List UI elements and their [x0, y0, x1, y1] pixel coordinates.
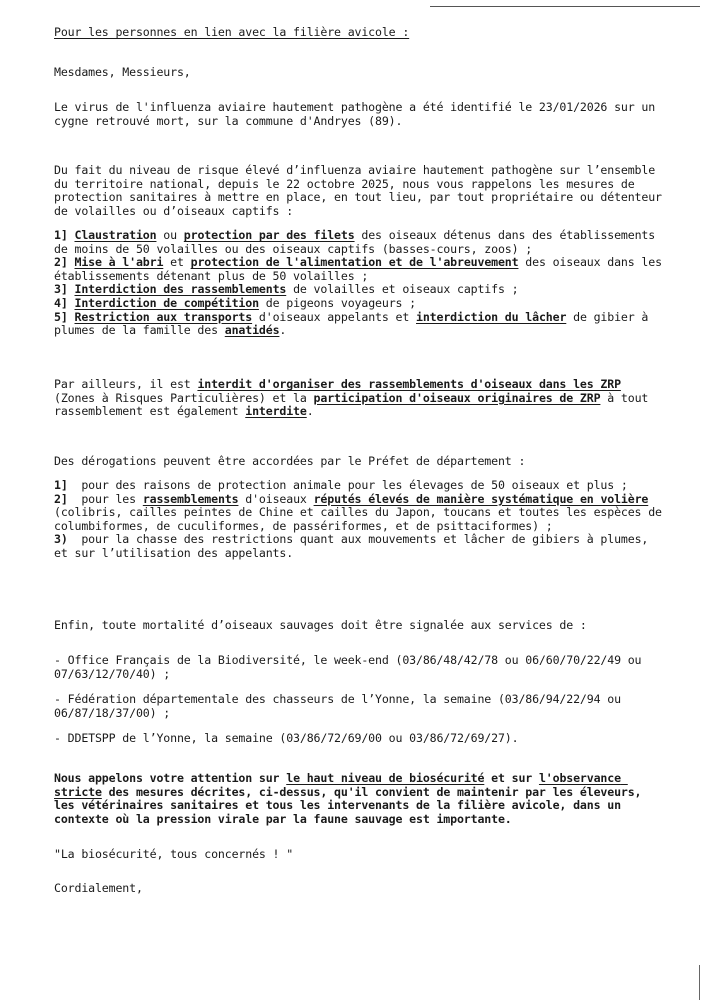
audience-header: Pour les personnes en lien avec la filière avicole :	[54, 25, 410, 39]
salutation: Mesdames, Messieurs,	[54, 65, 191, 79]
derogation-item	[54, 491, 669, 534]
measure-item-segment: Claustration	[74, 228, 157, 242]
measure-item	[54, 311, 664, 338]
measure-item-segment: et	[163, 255, 191, 270]
derogation-item-number: 2]	[54, 491, 75, 506]
measure-item-segment: de pigeons voyageurs ;	[258, 295, 417, 310]
derogation-item-number: 3)	[54, 532, 75, 547]
edge-rule	[699, 965, 700, 1000]
attention-segment: et sur	[484, 771, 539, 785]
derogation-item-number: 1]	[54, 478, 75, 492]
measure-item-segment: des oiseaux détenus dans des établissements de moins de 50 volailles ou des oiseaux captifs (basses-cours, zoos) ;	[54, 228, 662, 256]
measure-item-segment: Mise à l'abri	[74, 255, 164, 270]
measure-item-segment: d'oiseaux appelants et	[252, 309, 417, 324]
measure-item-segment: Interdiction des rassemblements	[74, 282, 287, 297]
measure-item-segment: protection par des filets	[183, 228, 355, 242]
closing: Cordialement,	[54, 881, 143, 895]
slogan: "La biosécurité, tous concernés ! "	[54, 847, 294, 861]
zrp-segment: interdit d'organiser des rassemblements d'oiseaux dans les ZRP	[197, 377, 621, 391]
zrp-segment: Par ailleurs, il est	[54, 377, 198, 391]
measure-item-segment: interdiction du lâcher	[416, 309, 567, 324]
risk-paragraph: Du fait du niveau de risque élevé d’influenza aviaire hautement pathogène sur l’ensemble du territoire national, depuis le 22 octobre 2025, nous vous rappelons les mesures de protection sanitaires à mettre en place, en tout lieu, par tout propriétaire ou détenteur de volailles ou d’oiseaux captifs :	[54, 163, 669, 218]
zrp-segment: interdite	[245, 404, 307, 419]
attention-segment: des mesures décrites, ci-dessus, qu'il convient de maintenir par les éleveurs, les vétérinaires sanitaires et tous les intervenants de la filière avicole, dans un contexte où la pression virale par la faune sauvage est importante.	[54, 784, 649, 826]
mortality-intro: Enfin, toute mortalité d’oiseaux sauvages doit être signalée aux services de :	[54, 618, 587, 632]
zrp-segment: à tout rassemblement est également	[54, 390, 656, 419]
measure-item-segment: .	[279, 323, 287, 338]
derogation-item-segment: pour la chasse des restrictions quant aux mouvements et lâcher de gibiers à plumes, et sur l’utilisation des appelants.	[54, 532, 656, 560]
measure-item-number: 5]	[54, 309, 75, 324]
measures-list	[54, 228, 669, 338]
attention-segment: Nous appelons votre attention sur	[54, 771, 287, 785]
measure-item-segment: de gibier à plumes de la famille des	[54, 309, 656, 338]
measure-item-number: 3]	[54, 282, 75, 297]
derogation-item-segment: pour des raisons de protection animale pour les élevages de 50 oiseaux et plus ;	[74, 478, 628, 492]
measure-item-segment: Restriction aux transports	[74, 309, 253, 324]
measure-item-segment: anatidés	[224, 323, 280, 338]
derogation-item-segment: rassemblements	[142, 491, 239, 506]
attention-segment: l'observance stricte	[54, 771, 628, 799]
measure-item-number: 2]	[54, 255, 75, 270]
zrp-segment: .	[306, 404, 314, 419]
top-rule	[430, 6, 700, 7]
measure-item	[54, 283, 664, 297]
attention-paragraph	[54, 772, 664, 826]
derogation-item	[54, 479, 664, 493]
derogation-item-segment: pour les	[74, 491, 143, 506]
derogations-intro: Des dérogations peuvent être accordées par le Préfet de département :	[54, 454, 526, 468]
contact-item: - DDETSPP de l’Yonne, la semaine (03/86/72/69/00 ou 03/86/72/69/27).	[54, 731, 519, 746]
contact-item: - Fédération départementale des chasseurs de l’Yonne, la semaine (03/86/94/22/94 ou 06/87/18/37/00) ;	[54, 692, 628, 720]
derogation-item	[54, 533, 664, 560]
derogation-item-segment: réputés élevés de manière systématique en volière	[313, 491, 649, 506]
measure-item	[54, 255, 669, 283]
measure-item-number: 4]	[54, 295, 75, 310]
intro-paragraph: Le virus de l'influenza aviaire hautement pathogène a été identifié le 23/01/2026 sur un cygne retrouvé mort, sur la commune d'Andryes (89).	[54, 100, 662, 128]
measure-item-segment: Interdiction de compétition	[74, 295, 259, 310]
measure-item-number: 1]	[54, 228, 75, 242]
attention-segment: le haut niveau de biosécurité	[286, 771, 485, 785]
measure-item	[54, 229, 664, 256]
contact-item: - Office Français de la Biodiversité, le week-end (03/86/48/42/78 ou 06/60/70/22/49 ou 07/63/12/70/40) ;	[54, 653, 649, 681]
zrp-paragraph	[54, 378, 664, 419]
measure-item-segment: de volailles et oiseaux captifs ;	[286, 282, 519, 297]
contacts-list	[54, 654, 664, 758]
measure-item-segment: protection de l'alimentation et de l'abreuvement	[190, 255, 519, 270]
measure-item-segment: des oiseaux dans les établissements détenant plus de 50 volailles ;	[54, 255, 669, 283]
zrp-segment: (Zones à Risques Particulières) et la	[54, 377, 628, 405]
measure-item	[54, 297, 664, 311]
derogation-item-segment: (colibris, cailles peintes de Chine et cailles du Japon, toucans et toutes les espèces de columbiformes, de cuculiformes, de passériformes, et de psittaciformes) ;	[54, 491, 669, 533]
zrp-segment: participation d'oiseaux originaires de ZRP	[313, 390, 601, 405]
measure-item-segment: ou	[156, 228, 184, 242]
derogation-item-segment: d'oiseaux	[238, 491, 314, 506]
derogations-list	[54, 478, 669, 561]
